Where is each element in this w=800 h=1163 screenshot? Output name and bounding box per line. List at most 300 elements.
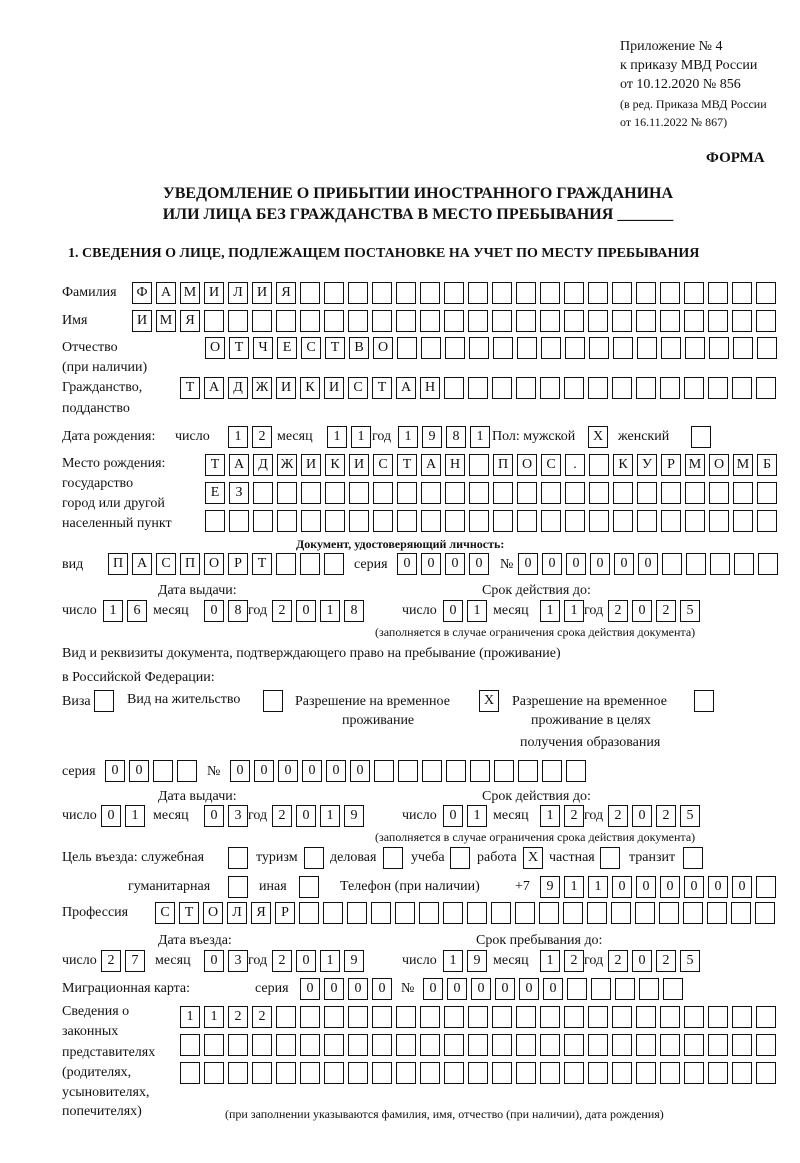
char-box[interactable] <box>542 760 562 782</box>
char-box[interactable]: 2 <box>272 950 292 972</box>
char-box[interactable]: Н <box>420 377 440 399</box>
char-box[interactable] <box>468 377 488 399</box>
char-box[interactable] <box>565 337 585 359</box>
char-box[interactable] <box>756 310 776 332</box>
char-box[interactable]: 2 <box>564 805 584 827</box>
char-box[interactable] <box>734 553 754 575</box>
char-box[interactable] <box>662 553 682 575</box>
checkbox[interactable] <box>450 847 470 869</box>
char-box[interactable] <box>253 482 273 504</box>
char-box[interactable] <box>588 310 608 332</box>
char-box[interactable] <box>589 454 609 476</box>
char-box[interactable] <box>685 337 705 359</box>
char-box[interactable] <box>685 482 705 504</box>
char-box[interactable] <box>468 1062 488 1084</box>
char-box[interactable] <box>684 310 704 332</box>
char-box[interactable]: 2 <box>608 805 628 827</box>
char-box[interactable]: 0 <box>302 760 322 782</box>
char-box[interactable] <box>492 282 512 304</box>
char-box[interactable]: Р <box>228 553 248 575</box>
char-box[interactable]: А <box>396 377 416 399</box>
char-box[interactable]: З <box>229 482 249 504</box>
char-box[interactable]: 0 <box>445 553 465 575</box>
char-box[interactable]: И <box>301 454 321 476</box>
char-box[interactable] <box>589 482 609 504</box>
char-box[interactable] <box>420 1062 440 1084</box>
char-box[interactable]: 6 <box>127 600 147 622</box>
char-box[interactable] <box>588 282 608 304</box>
char-box[interactable] <box>612 1006 632 1028</box>
char-box[interactable] <box>516 282 536 304</box>
char-box[interactable] <box>708 310 728 332</box>
char-box[interactable] <box>540 1034 560 1056</box>
char-box[interactable]: 1 <box>180 1006 200 1028</box>
char-box[interactable] <box>395 902 415 924</box>
checkbox[interactable] <box>299 876 319 898</box>
char-box[interactable]: 0 <box>632 805 652 827</box>
char-box[interactable] <box>349 482 369 504</box>
char-box[interactable]: О <box>373 337 393 359</box>
char-box[interactable] <box>252 310 272 332</box>
char-box[interactable]: 8 <box>446 426 466 448</box>
char-box[interactable]: И <box>324 377 344 399</box>
char-box[interactable]: 0 <box>204 600 224 622</box>
char-box[interactable]: 1 <box>588 876 608 898</box>
char-box[interactable] <box>467 902 487 924</box>
char-box[interactable]: И <box>252 282 272 304</box>
char-box[interactable]: Т <box>372 377 392 399</box>
char-box[interactable] <box>301 482 321 504</box>
char-box[interactable] <box>541 510 561 532</box>
char-box[interactable]: М <box>685 454 705 476</box>
char-box[interactable]: 2 <box>252 426 272 448</box>
char-box[interactable]: Я <box>251 902 271 924</box>
char-box[interactable] <box>731 902 751 924</box>
char-box[interactable] <box>564 1034 584 1056</box>
char-box[interactable] <box>708 1006 728 1028</box>
char-box[interactable]: 2 <box>656 805 676 827</box>
char-box[interactable] <box>517 510 537 532</box>
char-box[interactable] <box>300 1034 320 1056</box>
char-box[interactable] <box>492 1006 512 1028</box>
char-box[interactable] <box>757 337 777 359</box>
char-box[interactable] <box>660 1062 680 1084</box>
char-box[interactable]: Р <box>275 902 295 924</box>
char-box[interactable] <box>636 1006 656 1028</box>
char-box[interactable] <box>229 510 249 532</box>
char-box[interactable] <box>708 377 728 399</box>
char-box[interactable] <box>348 310 368 332</box>
char-box[interactable]: О <box>203 902 223 924</box>
char-box[interactable] <box>180 1062 200 1084</box>
char-box[interactable] <box>757 482 777 504</box>
char-box[interactable] <box>709 337 729 359</box>
char-box[interactable]: 8 <box>344 600 364 622</box>
char-box[interactable] <box>325 482 345 504</box>
char-box[interactable]: 9 <box>344 805 364 827</box>
char-box[interactable] <box>707 902 727 924</box>
char-box[interactable]: 2 <box>608 600 628 622</box>
char-box[interactable] <box>373 510 393 532</box>
char-box[interactable] <box>540 1062 560 1084</box>
char-box[interactable] <box>276 1006 296 1028</box>
char-box[interactable] <box>419 902 439 924</box>
char-box[interactable] <box>492 377 512 399</box>
char-box[interactable] <box>660 282 680 304</box>
char-box[interactable]: 5 <box>680 805 700 827</box>
char-box[interactable]: 5 <box>680 600 700 622</box>
char-box[interactable] <box>661 337 681 359</box>
char-box[interactable]: 3 <box>228 950 248 972</box>
char-box[interactable] <box>589 337 609 359</box>
char-box[interactable] <box>684 1062 704 1084</box>
char-box[interactable]: С <box>155 902 175 924</box>
char-box[interactable]: 0 <box>638 553 658 575</box>
char-box[interactable]: 9 <box>540 876 560 898</box>
char-box[interactable]: 0 <box>397 553 417 575</box>
char-box[interactable] <box>470 760 490 782</box>
char-box[interactable] <box>445 337 465 359</box>
char-box[interactable] <box>492 1034 512 1056</box>
char-box[interactable] <box>492 310 512 332</box>
char-box[interactable] <box>660 1034 680 1056</box>
char-box[interactable]: 0 <box>443 805 463 827</box>
char-box[interactable] <box>564 282 584 304</box>
char-box[interactable]: М <box>733 454 753 476</box>
char-box[interactable] <box>420 282 440 304</box>
char-box[interactable] <box>492 1062 512 1084</box>
checkbox[interactable]: X <box>479 690 499 712</box>
char-box[interactable] <box>564 310 584 332</box>
char-box[interactable] <box>635 902 655 924</box>
char-box[interactable]: 0 <box>518 553 538 575</box>
char-box[interactable] <box>516 1006 536 1028</box>
char-box[interactable]: Е <box>205 482 225 504</box>
char-box[interactable]: 0 <box>230 760 250 782</box>
char-box[interactable]: Т <box>179 902 199 924</box>
checkbox[interactable] <box>94 690 114 712</box>
char-box[interactable] <box>300 310 320 332</box>
char-box[interactable]: О <box>709 454 729 476</box>
char-box[interactable] <box>444 1062 464 1084</box>
char-box[interactable] <box>421 337 441 359</box>
char-box[interactable]: Л <box>228 282 248 304</box>
char-box[interactable]: 0 <box>471 978 491 1000</box>
char-box[interactable]: 9 <box>422 426 442 448</box>
char-box[interactable]: Т <box>180 377 200 399</box>
char-box[interactable] <box>732 1062 752 1084</box>
char-box[interactable] <box>444 310 464 332</box>
char-box[interactable] <box>348 1034 368 1056</box>
char-box[interactable] <box>469 510 489 532</box>
checkbox[interactable] <box>383 847 403 869</box>
char-box[interactable]: 0 <box>300 978 320 1000</box>
char-box[interactable]: 5 <box>680 950 700 972</box>
char-box[interactable] <box>636 1062 656 1084</box>
char-box[interactable]: Е <box>277 337 297 359</box>
char-box[interactable] <box>468 310 488 332</box>
char-box[interactable] <box>443 902 463 924</box>
char-box[interactable] <box>276 310 296 332</box>
char-box[interactable] <box>515 902 535 924</box>
char-box[interactable]: 0 <box>204 950 224 972</box>
char-box[interactable]: О <box>204 553 224 575</box>
char-box[interactable] <box>661 482 681 504</box>
char-box[interactable] <box>565 482 585 504</box>
char-box[interactable] <box>660 1006 680 1028</box>
char-box[interactable] <box>564 1006 584 1028</box>
char-box[interactable]: 1 <box>351 426 371 448</box>
char-box[interactable]: С <box>156 553 176 575</box>
char-box[interactable] <box>636 1034 656 1056</box>
char-box[interactable]: 0 <box>324 978 344 1000</box>
char-box[interactable]: 0 <box>105 760 125 782</box>
char-box[interactable] <box>708 1062 728 1084</box>
char-box[interactable]: 2 <box>608 950 628 972</box>
char-box[interactable] <box>324 1062 344 1084</box>
char-box[interactable]: 1 <box>327 426 347 448</box>
char-box[interactable] <box>372 1034 392 1056</box>
char-box[interactable]: Т <box>205 454 225 476</box>
char-box[interactable]: 0 <box>296 805 316 827</box>
char-box[interactable] <box>228 1034 248 1056</box>
char-box[interactable]: 0 <box>278 760 298 782</box>
char-box[interactable]: 7 <box>125 950 145 972</box>
char-box[interactable]: 2 <box>656 950 676 972</box>
char-box[interactable]: 2 <box>272 805 292 827</box>
checkbox[interactable] <box>691 426 711 448</box>
char-box[interactable] <box>540 377 560 399</box>
char-box[interactable] <box>659 902 679 924</box>
char-box[interactable] <box>637 337 657 359</box>
char-box[interactable] <box>708 282 728 304</box>
char-box[interactable]: Ж <box>277 454 297 476</box>
char-box[interactable]: 1 <box>540 950 560 972</box>
char-box[interactable] <box>660 310 680 332</box>
char-box[interactable]: 2 <box>272 600 292 622</box>
char-box[interactable] <box>613 337 633 359</box>
char-box[interactable] <box>444 1034 464 1056</box>
char-box[interactable] <box>612 377 632 399</box>
char-box[interactable]: Ж <box>252 377 272 399</box>
char-box[interactable]: Р <box>661 454 681 476</box>
char-box[interactable] <box>591 978 611 1000</box>
char-box[interactable] <box>588 1006 608 1028</box>
char-box[interactable]: 0 <box>254 760 274 782</box>
char-box[interactable] <box>684 1034 704 1056</box>
char-box[interactable] <box>348 1006 368 1028</box>
char-box[interactable] <box>324 1034 344 1056</box>
char-box[interactable]: 0 <box>101 805 121 827</box>
char-box[interactable] <box>420 1034 440 1056</box>
char-box[interactable] <box>493 482 513 504</box>
char-box[interactable] <box>371 902 391 924</box>
char-box[interactable] <box>444 377 464 399</box>
char-box[interactable] <box>228 310 248 332</box>
char-box[interactable] <box>468 1034 488 1056</box>
char-box[interactable]: 0 <box>469 553 489 575</box>
char-box[interactable] <box>661 510 681 532</box>
char-box[interactable] <box>612 282 632 304</box>
char-box[interactable]: Д <box>228 377 248 399</box>
char-box[interactable] <box>756 1062 776 1084</box>
char-box[interactable]: Д <box>253 454 273 476</box>
char-box[interactable] <box>300 282 320 304</box>
char-box[interactable] <box>205 510 225 532</box>
checkbox[interactable] <box>683 847 703 869</box>
char-box[interactable]: 2 <box>564 950 584 972</box>
char-box[interactable] <box>588 377 608 399</box>
char-box[interactable]: 0 <box>326 760 346 782</box>
char-box[interactable] <box>252 1034 272 1056</box>
char-box[interactable] <box>732 1034 752 1056</box>
char-box[interactable] <box>323 902 343 924</box>
char-box[interactable] <box>396 1062 416 1084</box>
char-box[interactable] <box>374 760 394 782</box>
char-box[interactable] <box>541 482 561 504</box>
char-box[interactable] <box>733 337 753 359</box>
char-box[interactable] <box>540 310 560 332</box>
char-box[interactable] <box>276 553 296 575</box>
char-box[interactable]: 0 <box>296 600 316 622</box>
char-box[interactable] <box>421 482 441 504</box>
char-box[interactable] <box>516 1034 536 1056</box>
char-box[interactable] <box>756 1006 776 1028</box>
char-box[interactable]: 1 <box>443 950 463 972</box>
char-box[interactable] <box>491 902 511 924</box>
char-box[interactable]: К <box>613 454 633 476</box>
char-box[interactable]: 0 <box>421 553 441 575</box>
char-box[interactable]: 0 <box>614 553 634 575</box>
char-box[interactable] <box>300 1062 320 1084</box>
char-box[interactable] <box>613 482 633 504</box>
char-box[interactable] <box>732 1006 752 1028</box>
char-box[interactable]: И <box>276 377 296 399</box>
char-box[interactable]: 0 <box>372 978 392 1000</box>
char-box[interactable] <box>420 310 440 332</box>
char-box[interactable] <box>349 510 369 532</box>
char-box[interactable]: Я <box>180 310 200 332</box>
char-box[interactable]: М <box>180 282 200 304</box>
char-box[interactable] <box>564 1062 584 1084</box>
char-box[interactable]: И <box>132 310 152 332</box>
char-box[interactable]: А <box>229 454 249 476</box>
char-box[interactable]: С <box>373 454 393 476</box>
char-box[interactable]: 1 <box>540 600 560 622</box>
char-box[interactable] <box>565 510 585 532</box>
char-box[interactable]: 0 <box>684 876 704 898</box>
char-box[interactable]: 0 <box>632 950 652 972</box>
char-box[interactable]: С <box>541 454 561 476</box>
char-box[interactable]: 8 <box>228 600 248 622</box>
char-box[interactable]: Т <box>397 454 417 476</box>
char-box[interactable] <box>733 510 753 532</box>
char-box[interactable]: 1 <box>320 950 340 972</box>
char-box[interactable] <box>153 760 173 782</box>
char-box[interactable] <box>469 454 489 476</box>
char-box[interactable] <box>324 553 344 575</box>
char-box[interactable]: П <box>493 454 513 476</box>
char-box[interactable]: А <box>156 282 176 304</box>
char-box[interactable] <box>444 282 464 304</box>
char-box[interactable]: Л <box>227 902 247 924</box>
char-box[interactable]: 2 <box>252 1006 272 1028</box>
char-box[interactable] <box>301 510 321 532</box>
char-box[interactable]: 0 <box>732 876 752 898</box>
checkbox[interactable] <box>694 690 714 712</box>
char-box[interactable] <box>663 978 683 1000</box>
char-box[interactable]: Т <box>325 337 345 359</box>
char-box[interactable] <box>540 282 560 304</box>
char-box[interactable]: 0 <box>543 978 563 1000</box>
char-box[interactable] <box>564 377 584 399</box>
char-box[interactable]: О <box>205 337 225 359</box>
char-box[interactable]: 0 <box>636 876 656 898</box>
char-box[interactable] <box>469 482 489 504</box>
char-box[interactable] <box>636 282 656 304</box>
char-box[interactable]: 0 <box>519 978 539 1000</box>
char-box[interactable]: А <box>421 454 441 476</box>
char-box[interactable] <box>397 510 417 532</box>
checkbox[interactable] <box>228 876 248 898</box>
char-box[interactable] <box>177 760 197 782</box>
char-box[interactable] <box>710 553 730 575</box>
char-box[interactable]: 1 <box>470 426 490 448</box>
char-box[interactable]: 1 <box>320 600 340 622</box>
char-box[interactable]: 1 <box>103 600 123 622</box>
char-box[interactable] <box>324 310 344 332</box>
char-box[interactable] <box>636 377 656 399</box>
char-box[interactable] <box>396 1034 416 1056</box>
char-box[interactable] <box>372 282 392 304</box>
char-box[interactable] <box>636 310 656 332</box>
char-box[interactable] <box>758 553 778 575</box>
char-box[interactable] <box>541 337 561 359</box>
char-box[interactable]: 1 <box>398 426 418 448</box>
char-box[interactable] <box>567 978 587 1000</box>
char-box[interactable] <box>639 978 659 1000</box>
char-box[interactable] <box>372 310 392 332</box>
char-box[interactable] <box>469 337 489 359</box>
char-box[interactable]: Б <box>757 454 777 476</box>
char-box[interactable]: 1 <box>204 1006 224 1028</box>
char-box[interactable]: 3 <box>228 805 248 827</box>
char-box[interactable]: 0 <box>590 553 610 575</box>
char-box[interactable]: 2 <box>228 1006 248 1028</box>
char-box[interactable]: 0 <box>542 553 562 575</box>
char-box[interactable] <box>685 510 705 532</box>
char-box[interactable] <box>615 978 635 1000</box>
char-box[interactable]: П <box>180 553 200 575</box>
char-box[interactable]: 0 <box>204 805 224 827</box>
char-box[interactable]: 0 <box>708 876 728 898</box>
char-box[interactable]: 1 <box>320 805 340 827</box>
char-box[interactable] <box>684 1006 704 1028</box>
char-box[interactable] <box>299 902 319 924</box>
char-box[interactable] <box>422 760 442 782</box>
char-box[interactable]: 0 <box>443 600 463 622</box>
char-box[interactable] <box>757 510 777 532</box>
char-box[interactable]: А <box>132 553 152 575</box>
char-box[interactable] <box>756 1034 776 1056</box>
char-box[interactable] <box>686 553 706 575</box>
char-box[interactable] <box>733 482 753 504</box>
char-box[interactable] <box>539 902 559 924</box>
char-box[interactable] <box>348 1062 368 1084</box>
char-box[interactable]: 0 <box>495 978 515 1000</box>
char-box[interactable] <box>756 377 776 399</box>
char-box[interactable] <box>589 510 609 532</box>
